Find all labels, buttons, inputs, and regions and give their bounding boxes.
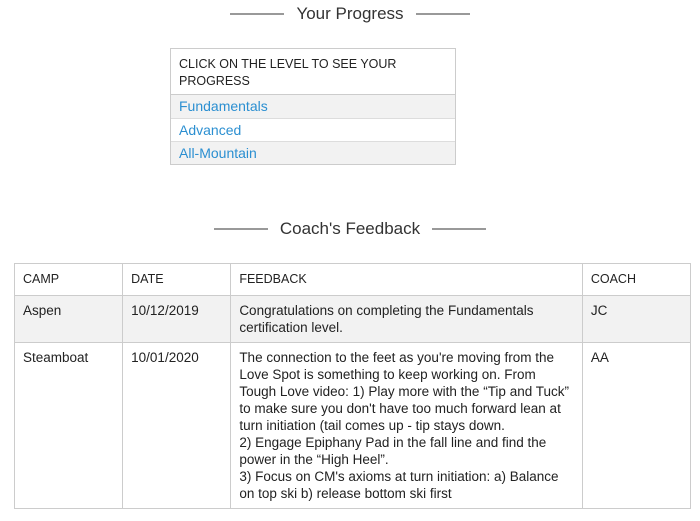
feedback-title: Coach's Feedback [279,219,421,238]
feedback-text: Congratulations on completing the Fundamentals certification level. [239,303,534,335]
level-link-advanced[interactable]: Advanced [171,118,455,141]
feedback-text: 2) Engage Epiphany Pad in the fall line and find the power in the “High Heel”. [239,435,547,467]
cell-feedback [231,296,583,343]
feedback-text: The connection to the feet as you're moving from the Love Spot is something to keep working on. From Tough Love video: 1) Play more with the “Tip and Tuck” to make sure you don't have too much forward lean at turn initiation (tail comes up - tip stays down. [239,350,569,433]
progress-level-box [170,48,456,165]
progress-instruction: CLICK ON THE LEVEL TO SEE YOUR PROGRESS [171,49,455,95]
cell-date: 10/12/2019 [123,296,231,343]
level-link-fundamentals[interactable]: Fundamentals [171,95,455,118]
cell-coach: JC [582,296,690,343]
table-row [15,296,691,343]
header-feedback: FEEDBACK [231,264,583,296]
heading-rule-right [416,13,470,15]
header-date: DATE [123,264,231,296]
heading-rule-left [214,228,268,230]
cell-camp: Aspen [15,296,123,343]
cell-date: 10/01/2020 [123,343,231,509]
cell-coach: AA [582,343,690,509]
cell-camp: Steamboat [15,343,123,509]
feedback-heading [0,219,700,239]
progress-heading [0,4,700,24]
header-camp: CAMP [15,264,123,296]
heading-rule-left [230,13,284,15]
progress-title: Your Progress [296,4,404,23]
header-coach: COACH [582,264,690,296]
heading-rule-right [432,228,486,230]
feedback-text: 3) Focus on CM's axioms at turn initiation: a) Balance on top ski b) release bottom ski first [239,469,559,501]
table-row [15,343,691,509]
table-header-row [15,264,691,296]
feedback-table [14,263,691,509]
level-link-all-mountain[interactable]: All-Mountain [171,141,455,164]
cell-feedback [231,343,583,509]
